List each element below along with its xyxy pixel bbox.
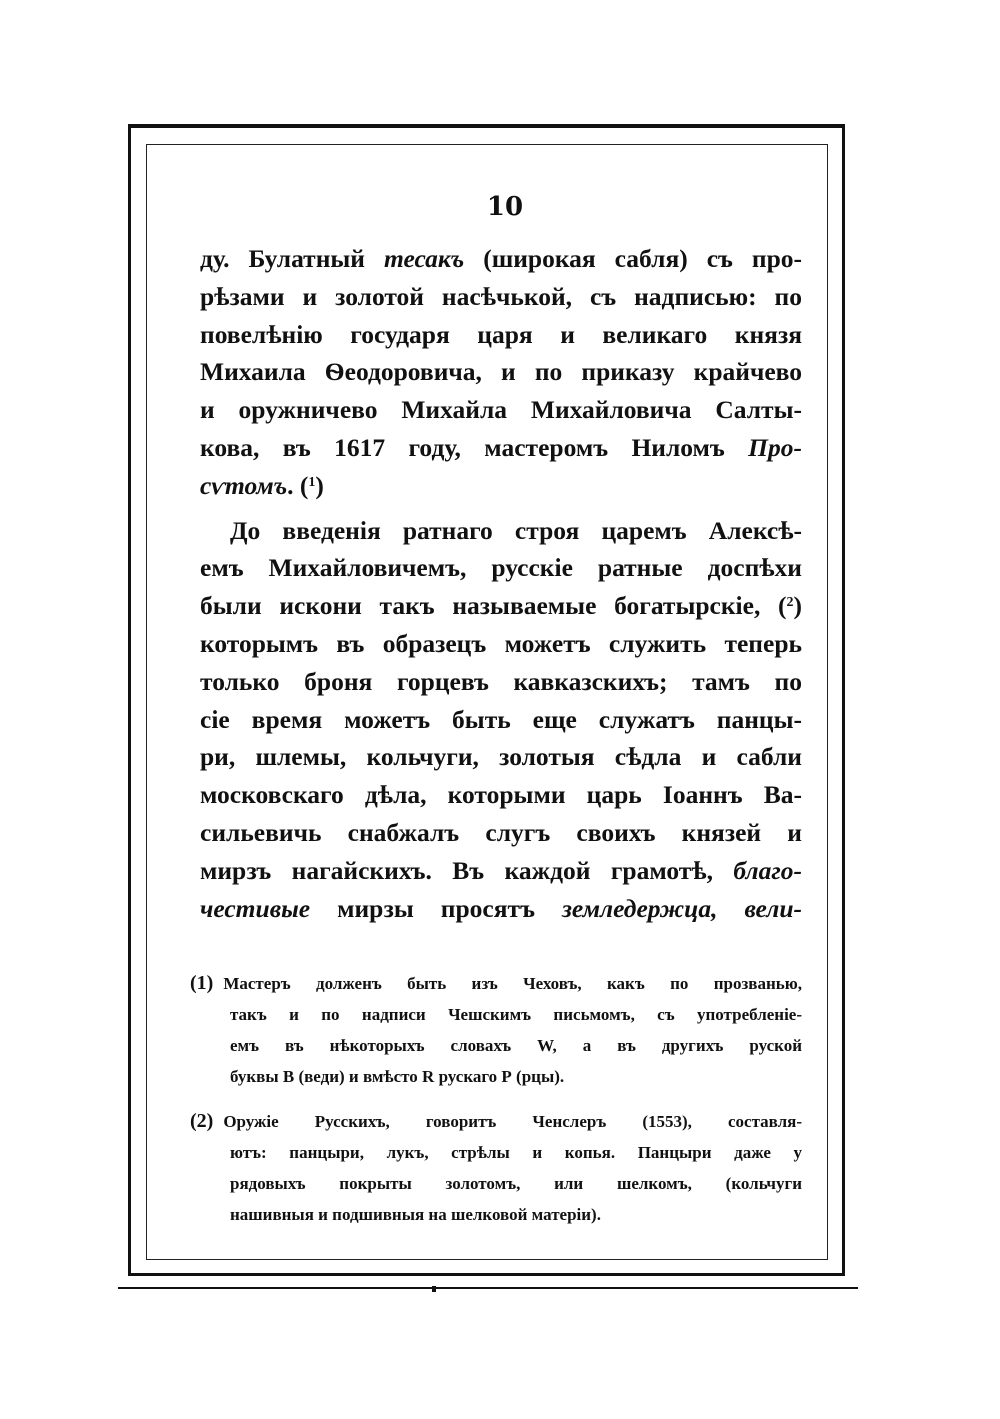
footnote-2 [190, 1106, 802, 1230]
text-line: До введенія ратнаго строя царемъ Алексѣ- [230, 515, 802, 545]
footnote-line: такъ и по надписи Чешскимъ письмомъ, съ употребленіе- [230, 1005, 802, 1024]
text-line: были искони такъ называемые богатырскіе, ($^2$) [200, 591, 802, 621]
text-line: рѣзами и золотой насѣчькой, съ надписью: по [200, 281, 802, 311]
text-line: сильевичь снабжалъ слугъ своихъ князей и [200, 817, 802, 847]
text-line: московскаго дѣла, которыми царь Іоаннъ Ва- [200, 780, 802, 810]
text-line: ду. Булатный тесакъ (широкая сабля) съ про- [200, 244, 803, 273]
text-line: и оружничево Михайла Михайловича Салты- [200, 395, 802, 425]
footnote-ref[interactable]: 1 [308, 474, 316, 490]
footnote-ref[interactable]: 2 [786, 595, 794, 611]
text-line: повелѣнію государя царя и великаго князя [200, 319, 802, 349]
footnote-line: (1) Мастеръ долженъ быть изъ Чеховъ, какъ по прозванью, [190, 972, 802, 994]
page-number: 10 [486, 192, 524, 222]
footnote-1 [190, 968, 802, 1092]
text-line: которымъ въ образецъ можетъ служить теперь [200, 628, 802, 658]
footnote-line: емъ въ нѣкоторыхъ словахъ W, а въ другихъ руской [230, 1036, 802, 1055]
footnotes [190, 968, 802, 1244]
text-line: честивые мирзы просятъ земледержца, вели- [200, 893, 802, 923]
text-line: сіе время можетъ быть еще служатъ панцы- [200, 704, 802, 734]
text-line: ри, шлемы, кольчуги, золотыя сѣдла и сабли [200, 742, 802, 772]
main-text [200, 240, 802, 927]
text-line: кова, въ 1617 году, мастеромъ Ниломъ Про- [200, 432, 802, 462]
text-line: только броня горцевъ кавказскихъ; тамъ по [200, 666, 802, 696]
footnote-mark: (1) [190, 972, 214, 994]
footnote-line: нашивныя и подшивныя на шелковой матеріи). [230, 1205, 601, 1224]
text-line: емъ Михайловичемъ, русскіе ратные доспѣхи [200, 553, 802, 583]
bottom-mark [432, 1286, 436, 1292]
footnote-line: рядовыхъ покрыты золотомъ, или шелкомъ, (кольчуги [230, 1174, 802, 1193]
footnote-line: буквы В (веди) и вмѣсто R рускаго Р (рцы). [230, 1067, 565, 1086]
footnote-line: (2) Оружіе Русскихъ, говоритъ Ченслеръ (1553), составля- [190, 1110, 802, 1132]
text-line: мирзъ нагайскихъ. Въ каждой грамотѣ, благо- [200, 855, 802, 885]
footnote-line: ютъ: панцыри, лукъ, стрѣлы и копья. Панцыри даже у [230, 1143, 802, 1162]
text-line: сѵтомъ. ($^1$) [200, 470, 324, 500]
bottom-rule [118, 1287, 858, 1289]
footnote-mark: (2) [190, 1110, 214, 1132]
text-line: Михаила Ѳеодоровича, и по приказу крайчево [200, 357, 802, 387]
